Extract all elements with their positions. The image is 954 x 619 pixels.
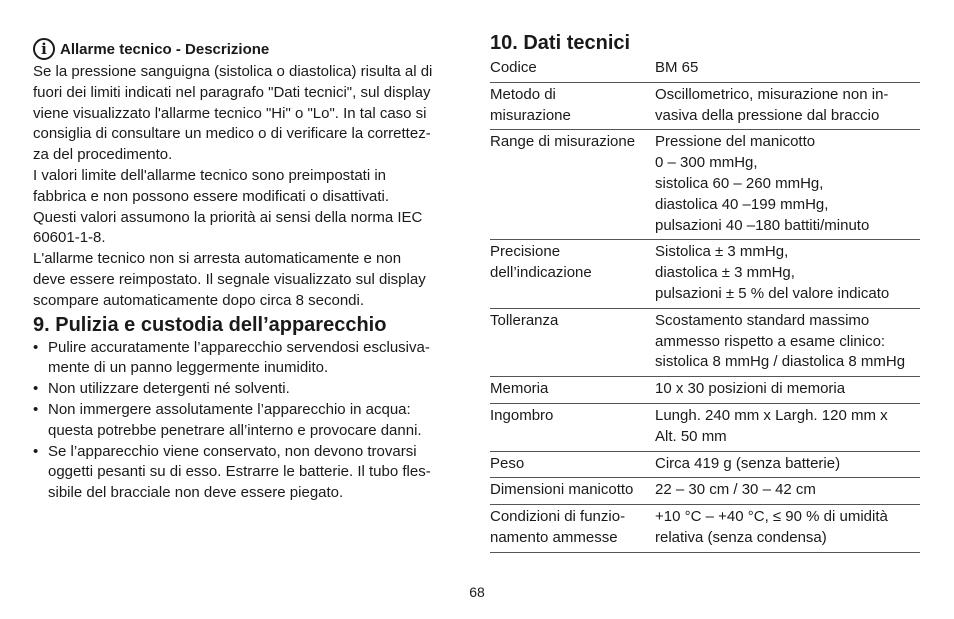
spec-value	[655, 130, 920, 240]
bullet-icon: •	[33, 442, 39, 460]
text-line: Questi valori assumono la priorità ai sensi della norma IEC	[33, 208, 423, 226]
cleaning-bullet-list	[33, 338, 465, 504]
text-line: fabbrica e non possono essere modificati o disattivati.	[33, 187, 390, 205]
spec-value	[655, 56, 920, 82]
spec-value-line: sistolica 8 mmHg / diastolica 8 mmHg	[655, 353, 906, 371]
spec-row	[490, 505, 920, 553]
spec-value-line: 22 – 30 cm / 30 – 42 cm	[655, 481, 816, 499]
spec-key-line: Codice	[490, 59, 537, 76]
spec-value-line: 0 – 300 mmHg,	[655, 154, 758, 172]
paragraph	[33, 166, 465, 249]
bullet-icon: •	[33, 400, 39, 418]
spec-key	[490, 240, 655, 308]
spec-value-line: +10 °C – +40 °C, ≤ 90 % di umidità	[655, 508, 888, 526]
spec-value	[655, 403, 920, 451]
text-line: Se la pressione sanguigna (sistolica o diastolica) risulta al di	[33, 63, 433, 80]
text-line: fuori dei limiti indicati nel paragrafo "Dati tecnici", sul display	[33, 83, 431, 101]
spec-key	[490, 56, 655, 82]
spec-value-line: 10 x 30 posizioni di memoria	[655, 380, 846, 398]
note-title: Allarme tecnico - Descrizione	[60, 40, 270, 58]
note-header	[33, 36, 465, 62]
bullet-icon: •	[33, 380, 39, 398]
spec-key	[490, 403, 655, 451]
spec-value-line: pulsazioni ± 5 % del valore indicato	[655, 284, 890, 302]
text-line: I valori limite dell'allarme tecnico sono preimpostati in	[33, 166, 387, 184]
spec-value	[655, 451, 920, 478]
spec-row	[490, 478, 920, 505]
spec-value-line: BM 65	[655, 59, 699, 76]
spec-value-line: Alt. 50 mm	[655, 427, 727, 445]
spec-key-line: Metodo di	[490, 85, 556, 103]
spec-row	[490, 308, 920, 376]
spec-value	[655, 82, 920, 130]
spec-row	[490, 451, 920, 478]
spec-value	[655, 240, 920, 308]
spec-key-line: Condizioni di funzio-	[490, 508, 626, 526]
spec-value-line: diastolica ± 3 mmHg,	[655, 264, 795, 282]
spec-value-line: vasiva della pressione dal braccio	[655, 106, 880, 124]
text-line: scompare automaticamente dopo circa 8 secondi.	[33, 291, 365, 309]
bullet-item	[33, 338, 465, 380]
section-9-heading: 9. Pulizia e custodia dell’apparecchio	[33, 313, 387, 336]
spec-value	[655, 478, 920, 505]
spec-value-line: pulsazioni 40 –180 battiti/minuto	[655, 216, 870, 234]
bullet-line: sibile del bracciale non deve essere piegato.	[48, 484, 344, 502]
spec-value-line: ammesso rispetto a esame clinico:	[655, 332, 886, 350]
text-line: viene visualizzato l'allarme tecnico "Hi" o "Lo". In tal caso si	[33, 104, 427, 122]
spec-key-line: misurazione	[490, 106, 571, 124]
right-column	[490, 30, 920, 553]
specs-table	[490, 56, 920, 553]
bullet-line: oggetti pesanti su di esso. Estrarre le batterie. Il tubo fles-	[48, 463, 431, 481]
text-line: L'allarme tecnico non si arresta automaticamente e non	[33, 250, 402, 268]
bullet-line: Non immergere assolutamente l’apparecchio in acqua:	[48, 400, 411, 418]
bullet-line: Se l’apparecchio viene conservato, non devono trovarsi	[48, 442, 417, 460]
spec-row	[490, 82, 920, 130]
spec-row	[490, 130, 920, 240]
spec-key-line: Precisione	[490, 243, 561, 261]
paragraph	[33, 62, 465, 166]
spec-key	[490, 130, 655, 240]
spec-key-line: namento ammesse	[490, 528, 618, 546]
spec-key-line: Dimensioni manicotto	[490, 481, 634, 499]
alarm-description	[33, 62, 465, 312]
spec-value-line: diastolica 40 –199 mmHg,	[655, 195, 829, 213]
spec-key-line: Tolleranza	[490, 311, 559, 329]
bullet-line: questa potrebbe penetrare all’interno e provocare danni.	[48, 421, 422, 439]
spec-key-line: Peso	[490, 454, 525, 472]
page-number: 68	[469, 584, 485, 600]
spec-value	[655, 377, 920, 404]
spec-value-line: Sistolica ± 3 mmHg,	[655, 243, 789, 261]
spec-key	[490, 451, 655, 478]
spec-value-line: Lungh. 240 mm x Largh. 120 mm x	[655, 406, 888, 424]
spec-key	[490, 82, 655, 130]
spec-value-line: Oscillometrico, misurazione non in-	[655, 85, 889, 103]
spec-key	[490, 505, 655, 553]
spec-row	[490, 56, 920, 82]
spec-row	[490, 240, 920, 308]
text-line: deve essere reimpostato. Il segnale visualizzato sul display	[33, 270, 426, 288]
spec-value-line: Scostamento standard massimo	[655, 311, 870, 329]
bullet-item	[33, 400, 465, 442]
spec-row	[490, 403, 920, 451]
section-10-heading: 10. Dati tecnici	[490, 32, 631, 54]
bullet-item	[33, 442, 465, 504]
bullet-line: Non utilizzare detergenti né solventi.	[48, 380, 290, 398]
bullet-line: Pulire accuratamente l’apparecchio servendosi esclusiva-	[48, 338, 430, 356]
info-icon: i	[33, 38, 55, 60]
bullet-line: mente di un panno leggermente inumidito.	[48, 359, 329, 377]
spec-key-line: Ingombro	[490, 406, 554, 424]
left-column	[33, 36, 465, 504]
spec-key-line: Range di misurazione	[490, 133, 636, 151]
spec-row	[490, 377, 920, 404]
spec-key-line: Memoria	[490, 380, 549, 398]
spec-value-line: Circa 419 g (senza batterie)	[655, 454, 841, 472]
spec-key	[490, 377, 655, 404]
bullet-item	[33, 379, 465, 400]
spec-value	[655, 308, 920, 376]
spec-key	[490, 478, 655, 505]
spec-value-line: sistolica 60 – 260 mmHg,	[655, 174, 824, 192]
spec-key-line: dell’indicazione	[490, 264, 592, 282]
spec-value-line: relativa (senza condensa)	[655, 528, 827, 546]
text-line: 60601-1-8.	[33, 229, 106, 247]
bullet-icon: •	[33, 338, 39, 356]
paragraph	[33, 249, 465, 311]
spec-key	[490, 308, 655, 376]
text-line: consiglia di consultare un medico o di verificare la correttez-	[33, 125, 431, 143]
text-line: za del procedimento.	[33, 146, 173, 164]
spec-value	[655, 505, 920, 553]
spec-value-line: Pressione del manicotto	[655, 133, 816, 151]
